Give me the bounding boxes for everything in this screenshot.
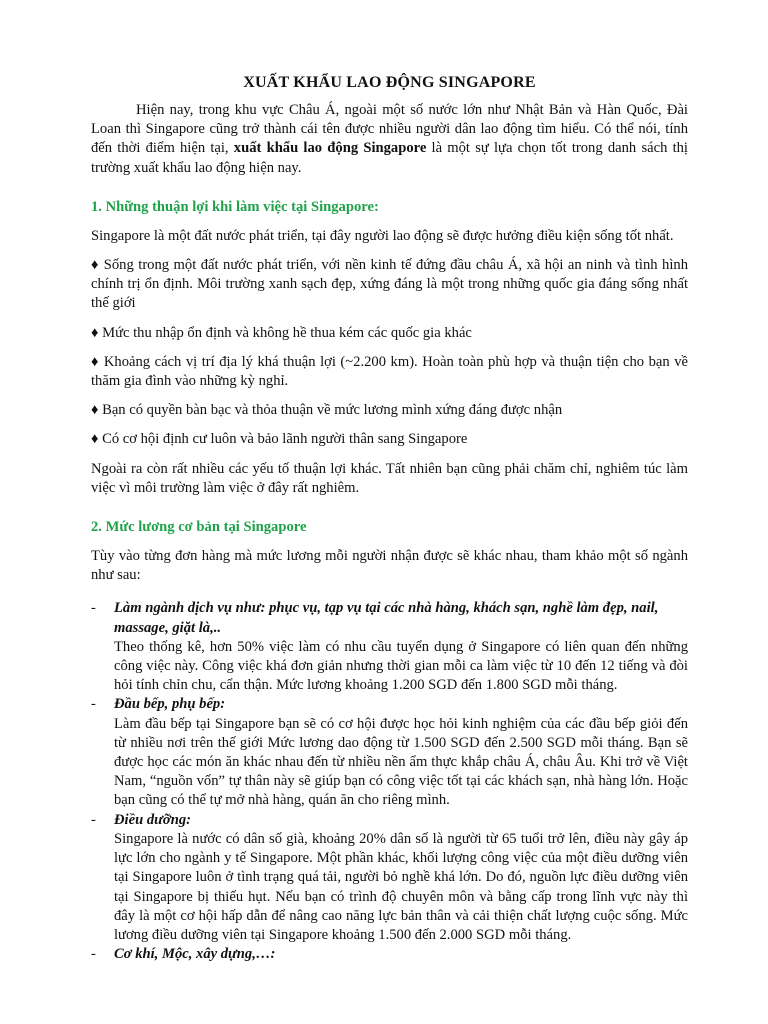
list-dash: - bbox=[91, 811, 96, 828]
job-list bbox=[91, 599, 688, 964]
job-item bbox=[91, 945, 688, 964]
job-item bbox=[91, 599, 688, 695]
section2-heading: 2. Mức lương cơ bản tại Singapore bbox=[91, 519, 307, 536]
job-description: Theo thống kê, hơn 50% việc làm có nhu cầu tuyển dụng ở Singapore có liên quan đến những công việc này. Công việc khá đơn giản nhưng thời gian mỗi ca làm việc từ 10 đến 12 tiếng và đòi hỏi tính chỉn chu, cẩn thận. Mức lương khoảng 1.200 SGD đến 1.800 SGD mỗi tháng. bbox=[114, 638, 688, 694]
intro-bold-keyword: xuất khẩu lao động Singapore bbox=[233, 140, 427, 157]
document-title: XUẤT KHẨU LAO ĐỘNG SINGAPORE bbox=[243, 74, 536, 91]
section1-bullet: ♦ Sống trong một đất nước phát triển, với nền kinh tế đứng đầu châu Á, xã hội an ninh và tình hình chính trị ổn định. Môi trường xanh sạch đẹp, xứng đáng là một trong những quốc gia đáng sống nhất thế giới bbox=[91, 257, 688, 312]
job-title: Làm ngành dịch vụ như: phục vụ, tạp vụ tại các nhà hàng, khách sạn, nghề làm đẹp, nail, massage, giặt là,.. bbox=[114, 600, 659, 636]
section1-bullet: ♦ Có cơ hội định cư luôn và bảo lãnh người thân sang Singapore bbox=[91, 431, 468, 448]
list-dash: - bbox=[91, 696, 96, 713]
intro-paragraph bbox=[91, 101, 688, 178]
job-item bbox=[91, 811, 688, 945]
section1-bullet: ♦ Mức thu nhập ổn định và không hề thua kém các quốc gia khác bbox=[91, 324, 472, 341]
job-title: Đầu bếp, phụ bếp: bbox=[114, 696, 226, 713]
job-description: Làm đầu bếp tại Singapore bạn sẽ có cơ hội được học hỏi kinh nghiệm của các đầu bếp giỏi đến từ nhiều nơi trên thế giới Mức lương dao động từ 1.500 SGD đến 2.500 SGD mỗi tháng. Bạn sẽ được học các món ăn khác nhau đến từ nhiều nền ẩm thực khắp châu Á, châu Âu. Khi trở về Việt Nam, “nguồn vốn” tự thân này sẽ giúp bạn có công việc tốt tại các khách sạn, nhà hàng lớn. Hoặc bạn cũng có thể tự mở nhà hàng, quán ăn cho riêng mình. bbox=[114, 715, 688, 809]
section1-lead: Singapore là một đất nước phát triển, tại đây người lao động sẽ được hưởng điều kiện sống tốt nhất. bbox=[91, 227, 674, 244]
intro-text-before: Hiện nay, trong khu vực Châu Á, ngoài một số nước lớn như Nhật Bản và Hàn Quốc, Đài Loan thì Singapore cũng trở thành cái tên được nhiều người dân lao động tìm hiểu. Có thể nói, tính đến thời điểm hiện tại, bbox=[91, 102, 688, 157]
section2-lead: Tùy vào từng đơn hàng mà mức lương mỗi người nhận được sẽ khác nhau, tham khảo một số ngành như sau: bbox=[91, 548, 688, 584]
job-description: Singapore là nước có dân số già, khoảng 20% dân số là người từ 65 tuổi trở lên, điều này gây áp lực lớn cho ngành y tế Singapore. Một phần khác, khối lượng công việc của một điều dưỡng viên tại Singapore luôn ở tình trạng quá tải, người bỏ nghề khá lớn. Do đó, nguồn lực điều dưỡng viên tại Singapore bị thiếu hụt. Nếu bạn có trình độ chuyên môn và bằng cấp trong lĩnh vực này thì đây là một cơ hội hấp dẫn để nâng cao năng lực bản thân và cải thiện chất lượng cuộc sống. Mức lương điều dưỡng viên tại Singapore khoảng 1.500 đến 2.000 SGD mỗi tháng. bbox=[114, 830, 688, 943]
job-title: Cơ khí, Mộc, xây dựng,…: bbox=[114, 946, 276, 963]
section1-closing: Ngoài ra còn rất nhiều các yếu tố thuận lợi khác. Tất nhiên bạn cũng phải chăm chỉ, nghiêm túc làm việc vì môi trường làm việc ở đây rất nghiêm. bbox=[91, 460, 688, 496]
intro-text-after: là một sự lựa chọn tốt trong danh sách thị trường xuất khẩu lao động hiện nay. bbox=[91, 140, 688, 176]
list-dash: - bbox=[91, 946, 96, 963]
list-dash: - bbox=[91, 600, 96, 617]
job-title: Điều dưỡng: bbox=[114, 811, 191, 828]
section1-bullet: ♦ Khoảng cách vị trí địa lý khá thuận lợi (~2.200 km). Hoàn toàn phù hợp và thuận tiện cho bạn về thăm gia đình vào những kỳ nghỉ. bbox=[91, 353, 688, 390]
job-item bbox=[91, 695, 688, 810]
section1-bullet: ♦ Bạn có quyền bàn bạc và thỏa thuận về mức lương mình xứng đáng được nhận bbox=[91, 402, 563, 419]
section1-heading: 1. Những thuận lợi khi làm việc tại Singapore: bbox=[91, 198, 379, 215]
